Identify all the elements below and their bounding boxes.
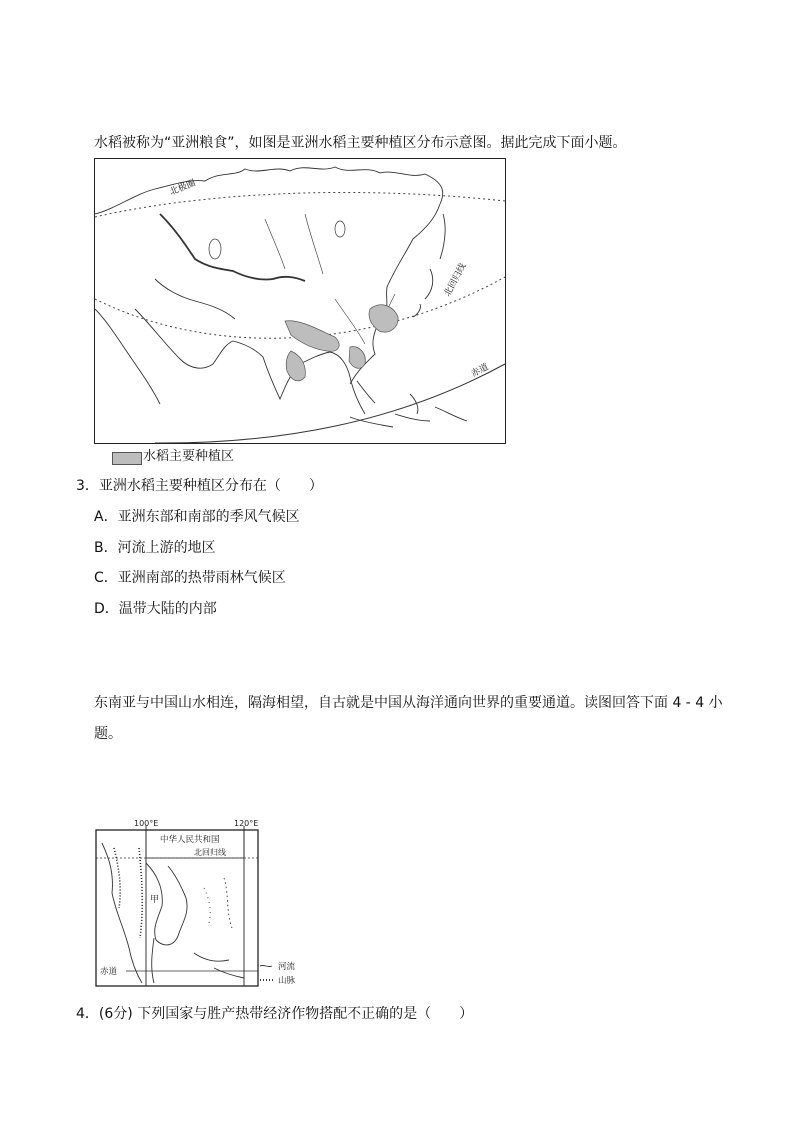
rice-area-swatch — [112, 452, 142, 465]
arctic-circle-label: 北极圈 — [168, 178, 198, 198]
longitude-100e-label: 100°E — [134, 819, 159, 828]
question-3-option-b[interactable]: B．河流上游的地区 — [94, 540, 216, 556]
longitude-120e-label: 120°E — [234, 819, 259, 828]
intro-paragraph-1: 水稻被称为“亚洲粮食”，如图是亚洲水稻主要种植区分布示意图。据此完成下面小题。 — [94, 135, 627, 151]
question-3-stem: 3．亚洲水稻主要种植区分布在（ ） — [76, 478, 323, 494]
question-3-option-a[interactable]: A．亚洲东部和南部的季风气候区 — [94, 509, 300, 525]
intro-paragraph-2-line-1: 东南亚与中国山水相连，隔海相望，自古就是中国从海洋通向世界的重要通道。读图回答下面 4 - 4 小 — [94, 695, 723, 711]
equator-label: 赤道 — [100, 967, 118, 977]
legend-river-label: 河流 — [278, 962, 296, 972]
rice-area-legend-label: 水稻主要种植区 — [143, 449, 235, 464]
southeast-asia-map — [94, 818, 306, 990]
tropic-of-cancer-label: 北回归线 — [194, 848, 226, 857]
equator-label: 赤道 — [469, 362, 491, 380]
asia-rice-map — [94, 158, 506, 444]
legend-mountain-label: 山脉 — [278, 976, 296, 986]
question-3-option-c[interactable]: C．亚洲南部的热带雨林气候区 — [94, 570, 286, 586]
question-4-stem: 4．(6分) 下列国家与胜产热带经济作物搭配不正确的是（ ） — [76, 1006, 474, 1022]
question-3-option-d[interactable]: D．温带大陆的内部 — [94, 601, 217, 617]
intro-paragraph-2-line-2: 题。 — [94, 726, 122, 742]
southeast-asia-map-drawing — [94, 818, 306, 990]
jia-label: 甲 — [150, 895, 160, 905]
china-label: 中华人民共和国 — [160, 835, 220, 845]
asia-rice-map-drawing — [95, 159, 505, 443]
tropic-cancer-label: 北回归线 — [442, 261, 469, 299]
